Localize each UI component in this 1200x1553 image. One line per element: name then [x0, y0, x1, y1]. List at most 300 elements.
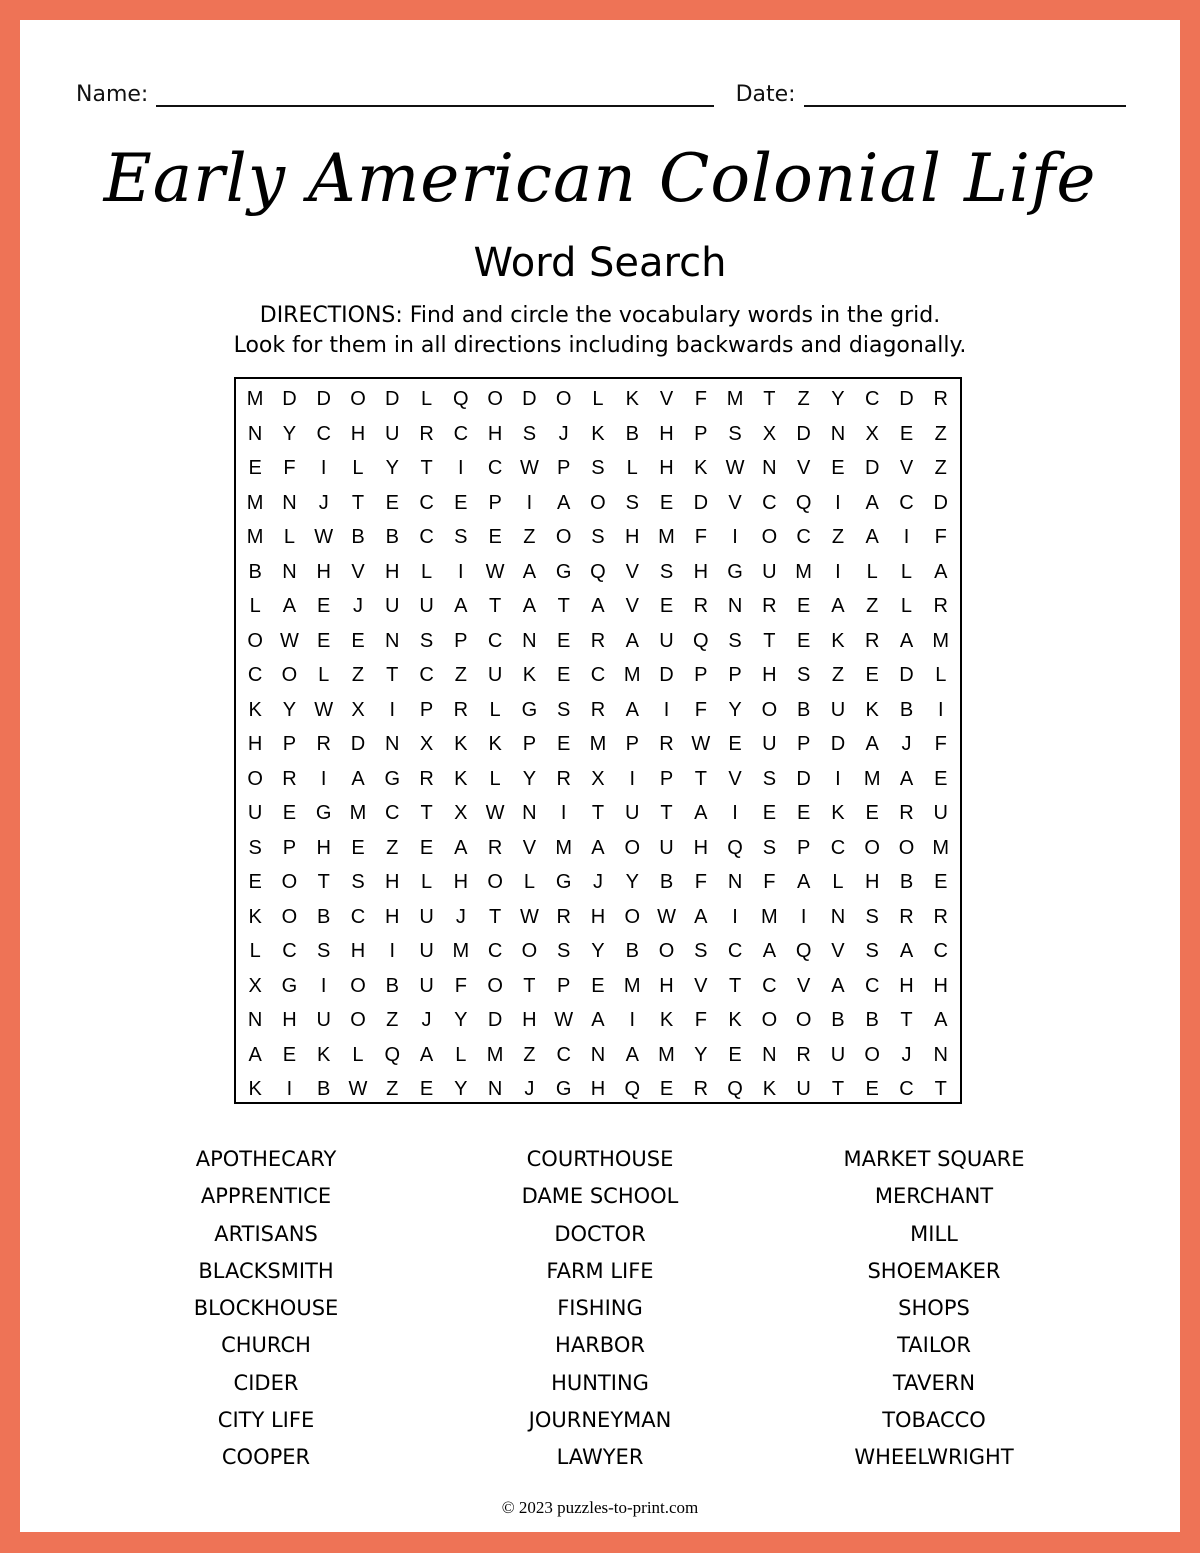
- grid-cell[interactable]: C: [864, 388, 880, 410]
- grid-cell[interactable]: N: [282, 560, 297, 583]
- grid-cell[interactable]: O: [350, 974, 366, 997]
- grid-cell[interactable]: W: [725, 457, 745, 479]
- grid-cell[interactable]: X: [865, 422, 879, 445]
- grid-cell[interactable]: P: [454, 629, 468, 652]
- grid-cell[interactable]: T: [317, 871, 330, 893]
- grid-cell[interactable]: L: [420, 560, 433, 583]
- grid-cell[interactable]: P: [659, 767, 674, 790]
- grid-cell[interactable]: S: [557, 698, 571, 721]
- grid-cell[interactable]: I: [320, 767, 327, 790]
- grid-cell[interactable]: V: [796, 457, 811, 479]
- grid-cell[interactable]: B: [831, 1009, 845, 1031]
- grid-cell[interactable]: H: [659, 974, 674, 997]
- grid-cell[interactable]: J: [352, 595, 363, 617]
- grid-cell[interactable]: A: [899, 767, 914, 790]
- grid-cell[interactable]: C: [487, 457, 503, 479]
- grid-cell[interactable]: U: [419, 974, 434, 997]
- grid-cell[interactable]: K: [248, 905, 262, 928]
- grid-cell[interactable]: M: [452, 940, 470, 962]
- grid-cell[interactable]: S: [317, 940, 331, 962]
- grid-cell[interactable]: V: [831, 940, 845, 962]
- grid-cell[interactable]: S: [762, 767, 777, 790]
- grid-cell[interactable]: A: [694, 802, 708, 824]
- grid-cell[interactable]: I: [732, 802, 738, 824]
- grid-cell[interactable]: E: [351, 629, 365, 652]
- grid-cell[interactable]: E: [934, 767, 948, 790]
- grid-cell[interactable]: L: [489, 698, 501, 721]
- grid-cell[interactable]: N: [247, 1009, 263, 1031]
- grid-cell[interactable]: N: [727, 871, 743, 893]
- grid-cell[interactable]: K: [694, 457, 708, 479]
- grid-cell[interactable]: D: [899, 664, 914, 686]
- grid-cell[interactable]: L: [832, 871, 844, 893]
- grid-cell[interactable]: Y: [385, 457, 399, 479]
- grid-cell[interactable]: N: [762, 1043, 777, 1066]
- grid-cell[interactable]: Q: [384, 1043, 401, 1066]
- grid-cell[interactable]: L: [523, 871, 535, 893]
- grid-cell[interactable]: Z: [934, 457, 947, 479]
- grid-cell[interactable]: N: [282, 491, 297, 514]
- grid-cell[interactable]: U: [419, 905, 434, 928]
- grid-cell[interactable]: P: [282, 733, 297, 755]
- grid-cell[interactable]: S: [796, 664, 811, 686]
- grid-cell[interactable]: T: [420, 457, 433, 479]
- grid-cell[interactable]: V: [796, 974, 811, 997]
- grid-cell[interactable]: E: [728, 1043, 742, 1066]
- grid-cell[interactable]: Q: [795, 940, 812, 962]
- grid-cell[interactable]: H: [247, 733, 263, 755]
- grid-cell[interactable]: O: [350, 388, 366, 410]
- grid-cell[interactable]: Q: [693, 629, 709, 652]
- grid-cell[interactable]: H: [693, 560, 709, 583]
- grid-cell[interactable]: O: [624, 905, 641, 928]
- grid-cell[interactable]: I: [835, 767, 841, 790]
- grid-cell[interactable]: E: [659, 491, 674, 514]
- grid-cell[interactable]: O: [761, 1009, 778, 1031]
- grid-cell[interactable]: N: [830, 905, 846, 928]
- grid-cell[interactable]: A: [591, 836, 605, 859]
- grid-cell[interactable]: Y: [728, 698, 742, 721]
- grid-cell[interactable]: I: [320, 974, 327, 997]
- grid-cell[interactable]: F: [694, 1009, 707, 1031]
- grid-cell[interactable]: M: [555, 836, 572, 859]
- grid-cell[interactable]: D: [385, 388, 400, 410]
- grid-cell[interactable]: C: [385, 802, 400, 824]
- grid-cell[interactable]: Z: [386, 1009, 399, 1031]
- grid-cell[interactable]: J: [901, 733, 912, 755]
- grid-cell[interactable]: B: [659, 871, 674, 893]
- grid-cell[interactable]: U: [419, 940, 434, 962]
- grid-cell[interactable]: H: [899, 974, 914, 997]
- grid-cell[interactable]: E: [659, 1078, 674, 1100]
- grid-cell[interactable]: M: [246, 388, 264, 410]
- grid-cell[interactable]: Q: [453, 388, 469, 410]
- grid-cell[interactable]: I: [800, 905, 807, 928]
- grid-cell[interactable]: S: [522, 422, 537, 445]
- grid-cell[interactable]: H: [590, 905, 606, 928]
- grid-cell[interactable]: M: [658, 1043, 675, 1066]
- grid-cell[interactable]: U: [659, 629, 674, 652]
- grid-cell[interactable]: W: [314, 698, 334, 721]
- grid-cell[interactable]: I: [286, 1078, 293, 1100]
- grid-cell[interactable]: S: [659, 560, 674, 583]
- grid-cell[interactable]: G: [555, 560, 572, 583]
- grid-cell[interactable]: W: [519, 905, 539, 928]
- grid-cell[interactable]: T: [694, 767, 707, 790]
- grid-cell[interactable]: J: [524, 1078, 535, 1100]
- grid-cell[interactable]: H: [762, 664, 777, 686]
- grid-cell[interactable]: F: [694, 388, 707, 410]
- grid-cell[interactable]: I: [732, 905, 738, 928]
- grid-cell[interactable]: C: [282, 940, 297, 962]
- grid-cell[interactable]: Y: [522, 767, 537, 790]
- grid-cell[interactable]: H: [350, 940, 366, 962]
- grid-cell[interactable]: H: [625, 526, 640, 548]
- grid-cell[interactable]: E: [282, 802, 297, 824]
- grid-cell[interactable]: H: [316, 836, 331, 859]
- grid-cell[interactable]: I: [732, 526, 738, 548]
- grid-cell[interactable]: D: [659, 664, 674, 686]
- grid-cell[interactable]: D: [350, 733, 366, 755]
- grid-cell[interactable]: I: [526, 491, 533, 514]
- grid-cell[interactable]: L: [900, 560, 913, 583]
- grid-cell[interactable]: Z: [454, 664, 467, 686]
- grid-cell[interactable]: R: [316, 733, 331, 755]
- grid-cell[interactable]: G: [281, 974, 298, 997]
- grid-cell[interactable]: U: [625, 802, 640, 824]
- grid-cell[interactable]: L: [283, 526, 295, 548]
- grid-cell[interactable]: D: [282, 388, 297, 410]
- grid-cell[interactable]: S: [591, 457, 605, 479]
- grid-cell[interactable]: M: [795, 560, 812, 583]
- grid-cell[interactable]: V: [522, 836, 537, 859]
- grid-cell[interactable]: F: [454, 974, 467, 997]
- grid-cell[interactable]: N: [933, 1043, 948, 1066]
- grid-cell[interactable]: O: [281, 871, 298, 893]
- grid-cell[interactable]: O: [658, 940, 675, 962]
- grid-cell[interactable]: E: [351, 836, 365, 859]
- grid-cell[interactable]: T: [557, 595, 570, 617]
- grid-cell[interactable]: W: [519, 457, 539, 479]
- grid-cell[interactable]: O: [624, 836, 641, 859]
- grid-cell[interactable]: H: [385, 560, 400, 583]
- grid-cell[interactable]: M: [349, 802, 367, 824]
- grid-cell[interactable]: D: [796, 422, 811, 445]
- grid-cell[interactable]: L: [249, 595, 261, 617]
- grid-cell[interactable]: G: [555, 871, 572, 893]
- grid-cell[interactable]: Q: [727, 1078, 743, 1100]
- grid-cell[interactable]: E: [557, 733, 571, 755]
- grid-cell[interactable]: A: [282, 595, 297, 617]
- grid-cell[interactable]: T: [831, 1078, 845, 1100]
- grid-cell[interactable]: M: [623, 974, 641, 997]
- grid-cell[interactable]: H: [282, 1009, 297, 1031]
- grid-cell[interactable]: O: [864, 1043, 880, 1066]
- grid-cell[interactable]: S: [728, 422, 742, 445]
- grid-cell[interactable]: O: [555, 526, 572, 548]
- grid-cell[interactable]: S: [591, 526, 605, 548]
- grid-cell[interactable]: H: [659, 422, 674, 445]
- grid-cell[interactable]: H: [453, 871, 469, 893]
- grid-cell[interactable]: T: [934, 1078, 947, 1100]
- grid-cell[interactable]: A: [248, 1043, 262, 1066]
- grid-cell[interactable]: O: [487, 388, 503, 410]
- grid-cell[interactable]: Z: [934, 422, 947, 445]
- grid-cell[interactable]: R: [693, 1078, 709, 1100]
- grid-cell[interactable]: I: [560, 802, 567, 824]
- grid-cell[interactable]: W: [691, 733, 711, 755]
- grid-cell[interactable]: E: [796, 595, 811, 617]
- grid-cell[interactable]: P: [522, 733, 537, 755]
- grid-cell[interactable]: E: [488, 526, 502, 548]
- grid-cell[interactable]: S: [865, 905, 879, 928]
- grid-cell[interactable]: F: [934, 733, 947, 755]
- grid-cell[interactable]: D: [899, 388, 914, 410]
- grid-cell[interactable]: T: [763, 388, 776, 410]
- grid-cell[interactable]: R: [419, 767, 434, 790]
- grid-cell[interactable]: E: [248, 457, 262, 479]
- grid-cell[interactable]: Q: [795, 491, 812, 514]
- grid-cell[interactable]: T: [763, 629, 776, 652]
- grid-cell[interactable]: X: [248, 974, 262, 997]
- name-field[interactable]: [156, 83, 713, 107]
- grid-cell[interactable]: X: [351, 698, 365, 721]
- grid-cell[interactable]: F: [694, 526, 707, 548]
- grid-cell[interactable]: L: [626, 457, 638, 479]
- grid-cell[interactable]: Z: [831, 664, 845, 686]
- grid-cell[interactable]: E: [899, 422, 914, 445]
- grid-cell[interactable]: E: [557, 664, 571, 686]
- grid-cell[interactable]: U: [796, 1078, 811, 1100]
- grid-cell[interactable]: A: [831, 595, 845, 617]
- grid-cell[interactable]: W: [554, 1009, 574, 1031]
- grid-cell[interactable]: W: [348, 1078, 368, 1100]
- grid-cell[interactable]: I: [663, 698, 670, 721]
- grid-cell[interactable]: N: [522, 629, 537, 652]
- grid-cell[interactable]: L: [866, 560, 878, 583]
- grid-cell[interactable]: F: [694, 871, 707, 893]
- grid-cell[interactable]: T: [900, 1009, 913, 1031]
- grid-cell[interactable]: E: [591, 974, 605, 997]
- grid-cell[interactable]: F: [934, 526, 947, 548]
- grid-cell[interactable]: W: [485, 802, 505, 824]
- grid-cell[interactable]: J: [592, 871, 603, 893]
- grid-cell[interactable]: P: [694, 664, 708, 686]
- grid-cell[interactable]: R: [933, 905, 948, 928]
- grid-cell[interactable]: D: [487, 1009, 503, 1031]
- grid-cell[interactable]: K: [454, 767, 468, 790]
- grid-cell[interactable]: A: [625, 698, 639, 721]
- grid-cell[interactable]: B: [796, 698, 811, 721]
- grid-cell[interactable]: B: [317, 905, 331, 928]
- grid-cell[interactable]: C: [830, 836, 846, 859]
- grid-cell[interactable]: K: [625, 388, 639, 410]
- grid-cell[interactable]: E: [865, 802, 879, 824]
- grid-cell[interactable]: H: [316, 560, 331, 583]
- grid-cell[interactable]: P: [796, 733, 811, 755]
- grid-cell[interactable]: A: [522, 595, 537, 617]
- grid-cell[interactable]: L: [249, 940, 261, 962]
- grid-cell[interactable]: C: [316, 422, 331, 445]
- grid-cell[interactable]: K: [522, 664, 537, 686]
- grid-cell[interactable]: I: [389, 940, 396, 962]
- grid-cell[interactable]: O: [350, 1009, 366, 1031]
- grid-cell[interactable]: V: [625, 560, 639, 583]
- grid-cell[interactable]: M: [246, 491, 264, 514]
- grid-cell[interactable]: I: [458, 457, 464, 479]
- grid-cell[interactable]: A: [865, 526, 879, 548]
- grid-cell[interactable]: S: [454, 526, 468, 548]
- grid-cell[interactable]: A: [831, 974, 845, 997]
- grid-cell[interactable]: M: [623, 664, 641, 686]
- grid-cell[interactable]: G: [521, 698, 538, 721]
- grid-cell[interactable]: W: [657, 905, 676, 928]
- grid-cell[interactable]: B: [865, 1009, 879, 1031]
- grid-cell[interactable]: J: [558, 422, 569, 445]
- grid-cell[interactable]: V: [659, 388, 674, 410]
- grid-cell[interactable]: P: [694, 422, 708, 445]
- grid-cell[interactable]: D: [316, 388, 331, 410]
- grid-cell[interactable]: A: [934, 1009, 948, 1031]
- grid-cell[interactable]: I: [835, 560, 841, 583]
- grid-cell[interactable]: E: [728, 733, 742, 755]
- grid-cell[interactable]: M: [589, 733, 607, 755]
- grid-cell[interactable]: E: [796, 629, 811, 652]
- grid-cell[interactable]: B: [899, 871, 914, 893]
- grid-cell[interactable]: W: [485, 560, 505, 583]
- grid-cell[interactable]: X: [762, 422, 777, 445]
- grid-cell[interactable]: R: [556, 905, 571, 928]
- grid-cell[interactable]: J: [901, 1043, 912, 1066]
- grid-cell[interactable]: C: [899, 491, 914, 514]
- grid-cell[interactable]: A: [591, 595, 605, 617]
- grid-cell[interactable]: I: [320, 457, 327, 479]
- grid-cell[interactable]: M: [726, 388, 744, 410]
- grid-cell[interactable]: Z: [797, 388, 810, 410]
- grid-cell[interactable]: S: [419, 629, 434, 652]
- grid-cell[interactable]: W: [279, 629, 299, 652]
- grid-cell[interactable]: Z: [523, 1043, 536, 1066]
- grid-cell[interactable]: C: [762, 974, 777, 997]
- grid-cell[interactable]: R: [762, 595, 777, 617]
- grid-cell[interactable]: N: [385, 733, 400, 755]
- date-field[interactable]: [804, 83, 1126, 107]
- grid-cell[interactable]: O: [281, 664, 298, 686]
- grid-cell[interactable]: K: [454, 733, 468, 755]
- grid-cell[interactable]: H: [659, 457, 674, 479]
- grid-cell[interactable]: V: [728, 491, 742, 514]
- grid-cell[interactable]: U: [933, 802, 948, 824]
- grid-cell[interactable]: H: [487, 422, 503, 445]
- grid-cell[interactable]: S: [248, 836, 262, 859]
- grid-cell[interactable]: A: [899, 940, 914, 962]
- grid-cell[interactable]: E: [659, 595, 674, 617]
- grid-cell[interactable]: E: [454, 491, 468, 514]
- grid-cell[interactable]: R: [659, 733, 674, 755]
- grid-cell[interactable]: E: [419, 836, 434, 859]
- grid-cell[interactable]: A: [591, 1009, 605, 1031]
- grid-cell[interactable]: A: [899, 629, 914, 652]
- grid-cell[interactable]: D: [693, 491, 709, 514]
- grid-cell[interactable]: H: [385, 871, 400, 893]
- grid-cell[interactable]: Y: [454, 1009, 468, 1031]
- grid-cell[interactable]: T: [489, 905, 502, 928]
- grid-cell[interactable]: O: [521, 940, 538, 962]
- grid-cell[interactable]: L: [420, 388, 433, 410]
- grid-cell[interactable]: Y: [282, 698, 297, 721]
- grid-cell[interactable]: O: [247, 767, 263, 790]
- grid-cell[interactable]: E: [282, 1043, 297, 1066]
- grid-cell[interactable]: A: [419, 1043, 434, 1066]
- grid-cell[interactable]: X: [591, 767, 605, 790]
- word-search-grid[interactable]: [234, 377, 962, 1104]
- grid-cell[interactable]: J: [318, 491, 329, 514]
- grid-cell[interactable]: Z: [386, 1078, 399, 1100]
- grid-cell[interactable]: N: [385, 629, 400, 652]
- grid-cell[interactable]: O: [487, 974, 503, 997]
- grid-cell[interactable]: R: [453, 698, 469, 721]
- grid-cell[interactable]: A: [934, 560, 948, 583]
- grid-cell[interactable]: D: [796, 767, 811, 790]
- grid-cell[interactable]: L: [592, 388, 604, 410]
- grid-cell[interactable]: Z: [831, 526, 845, 548]
- grid-cell[interactable]: J: [455, 905, 466, 928]
- grid-cell[interactable]: K: [659, 1009, 674, 1031]
- grid-cell[interactable]: Y: [625, 871, 639, 893]
- grid-cell[interactable]: V: [728, 767, 742, 790]
- grid-cell[interactable]: W: [314, 526, 334, 548]
- grid-cell[interactable]: P: [728, 664, 742, 686]
- grid-cell[interactable]: Q: [727, 836, 743, 859]
- grid-cell[interactable]: U: [385, 595, 400, 617]
- grid-cell[interactable]: A: [865, 733, 879, 755]
- grid-cell[interactable]: C: [487, 940, 503, 962]
- grid-cell[interactable]: B: [899, 698, 914, 721]
- grid-cell[interactable]: A: [796, 871, 811, 893]
- grid-cell[interactable]: E: [831, 457, 845, 479]
- grid-cell[interactable]: T: [420, 802, 433, 824]
- grid-cell[interactable]: F: [694, 698, 707, 721]
- grid-cell[interactable]: L: [420, 871, 433, 893]
- grid-cell[interactable]: L: [352, 1043, 364, 1066]
- grid-cell[interactable]: N: [522, 802, 537, 824]
- grid-cell[interactable]: K: [762, 1078, 777, 1100]
- grid-cell[interactable]: E: [385, 491, 399, 514]
- grid-cell[interactable]: A: [557, 491, 571, 514]
- grid-cell[interactable]: I: [458, 560, 464, 583]
- grid-cell[interactable]: H: [522, 1009, 537, 1031]
- grid-cell[interactable]: D: [830, 733, 846, 755]
- grid-cell[interactable]: C: [762, 491, 777, 514]
- grid-cell[interactable]: Y: [831, 388, 845, 410]
- grid-cell[interactable]: U: [830, 1043, 846, 1066]
- grid-cell[interactable]: Y: [282, 422, 297, 445]
- grid-cell[interactable]: K: [591, 422, 605, 445]
- grid-cell[interactable]: Z: [386, 836, 399, 859]
- grid-cell[interactable]: I: [629, 767, 636, 790]
- grid-cell[interactable]: Q: [624, 1078, 641, 1100]
- grid-cell[interactable]: Z: [351, 664, 365, 686]
- grid-cell[interactable]: U: [419, 595, 434, 617]
- grid-cell[interactable]: I: [903, 526, 910, 548]
- grid-cell[interactable]: V: [351, 560, 365, 583]
- grid-cell[interactable]: E: [934, 871, 948, 893]
- grid-cell[interactable]: K: [248, 1078, 262, 1100]
- grid-cell[interactable]: C: [590, 664, 606, 686]
- grid-cell[interactable]: E: [317, 595, 331, 617]
- grid-cell[interactable]: I: [937, 698, 944, 721]
- grid-cell[interactable]: O: [761, 526, 778, 548]
